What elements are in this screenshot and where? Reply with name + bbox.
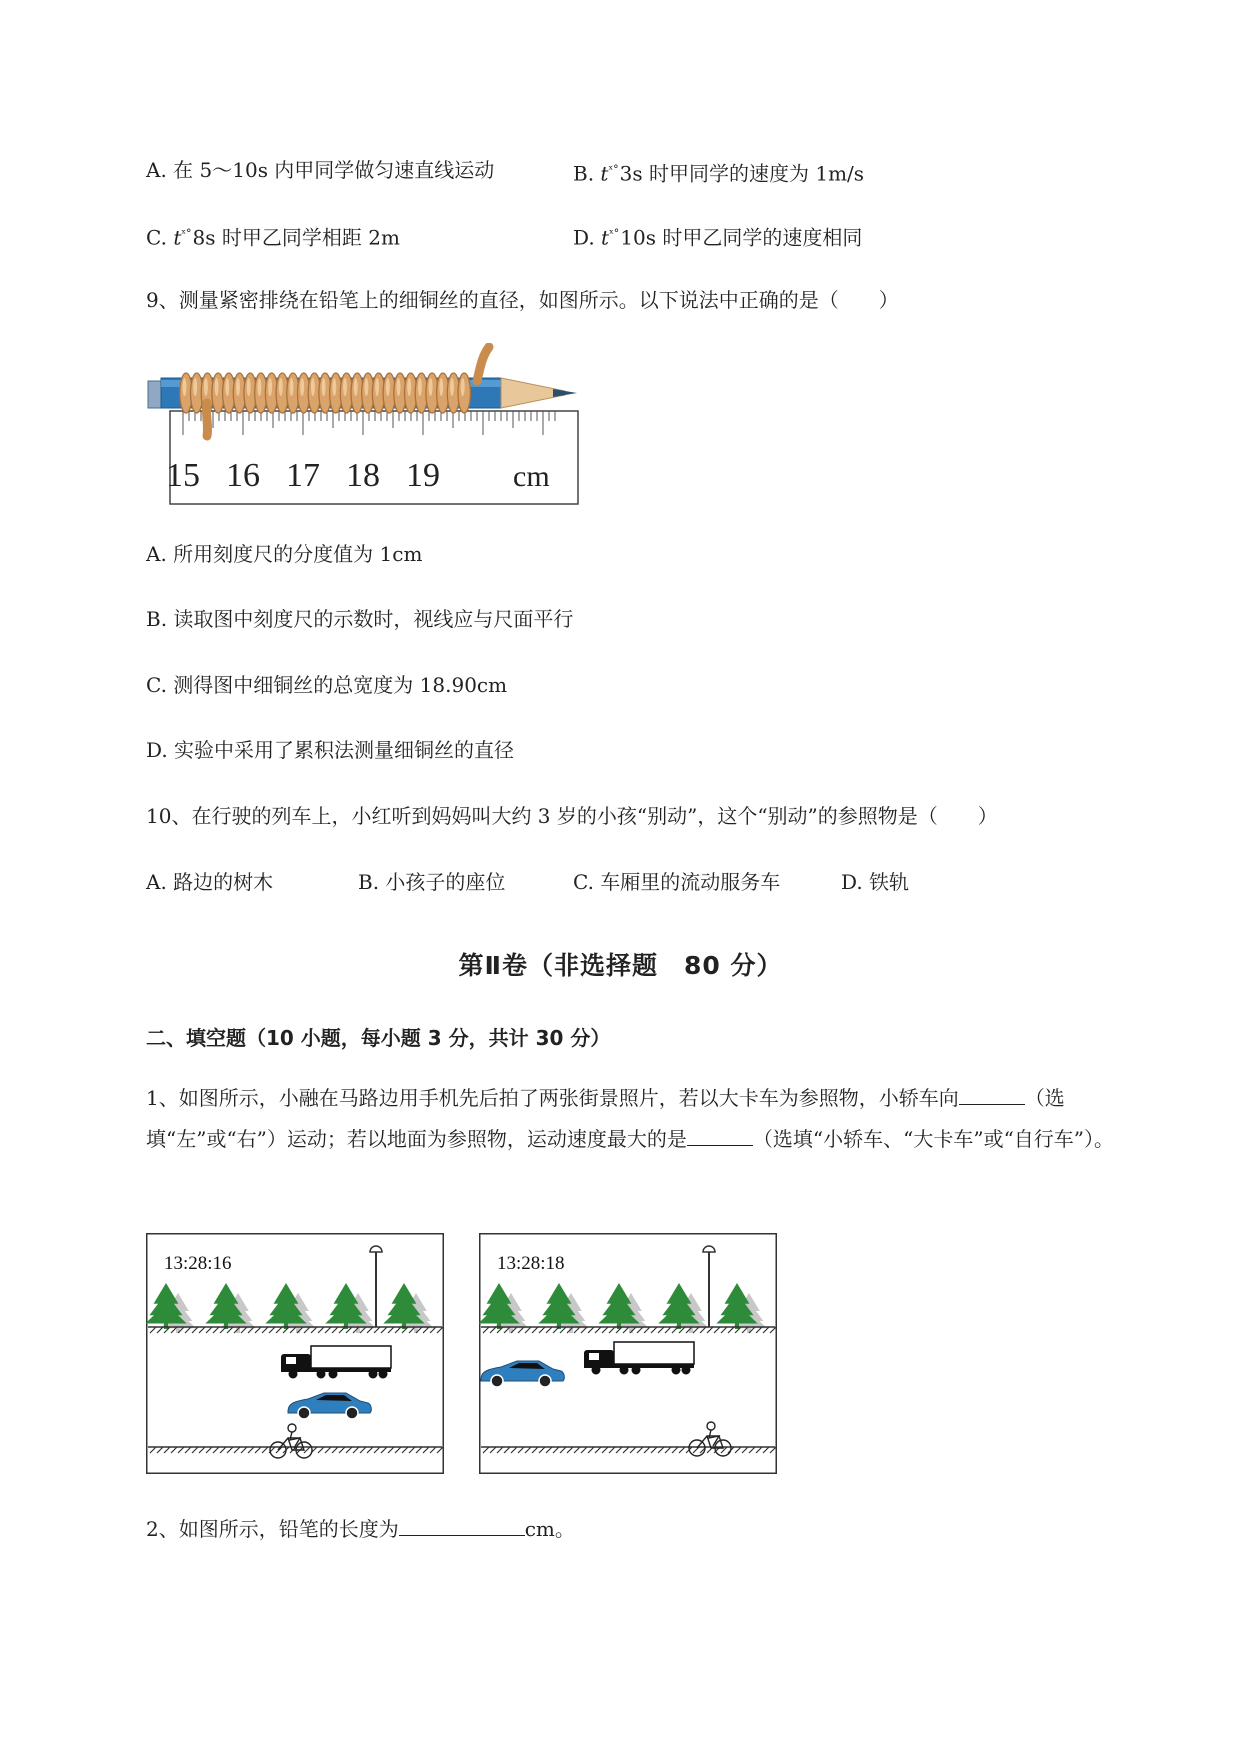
ruler-tick-label: 15: [166, 457, 200, 494]
fill2-text: [146, 1515, 575, 1543]
q8-option-b: [573, 156, 864, 188]
fill2-part1: 2、如图所示，铅笔的长度为: [146, 1517, 399, 1541]
fill2-blank[interactable]: [399, 1515, 525, 1536]
q10-option-c: C. 车厢里的流动服务车: [573, 870, 781, 894]
q9-option-d: D. 实验中采用了累积法测量细铜丝的直径: [146, 738, 515, 762]
q9-option-c: C. 测得图中细铜丝的总宽度为 18.90cm: [146, 673, 508, 697]
q9-option-b: B. 读取图中刻度尺的示数时，视线应与尺面平行: [146, 607, 574, 631]
q9-option-a: A. 所用刻度尺的分度值为 1cm: [146, 542, 423, 566]
fill1-blank-1[interactable]: [959, 1084, 1025, 1105]
q9-stem: 9、测量紧密排绕在铅笔上的细铜丝的直径，如图所示。以下说法中正确的是（ ）: [146, 288, 899, 312]
q10-stem: 10、在行驶的列车上，小红听到妈妈叫大约 3 岁的小孩“别动”，这个“别动”的参照物是（ ）: [146, 804, 998, 828]
street-photo-2: [479, 1233, 777, 1474]
copper-coil: [458, 373, 470, 413]
q8-option-b-var: t: [600, 161, 609, 186]
pencil-lead: [553, 389, 577, 397]
q8-option-c-text: 8s 时甲乙同学相距 2m: [192, 225, 400, 250]
q8-option-c-sym: ˣ°: [181, 227, 192, 240]
fill1-blank-2[interactable]: [687, 1125, 753, 1146]
q8-option-a: A. 在 5～10s 内甲同学做匀速直线运动: [146, 158, 495, 182]
q8-option-c-prefix: C.: [146, 225, 167, 250]
section-title: 第Ⅱ卷（非选择题 80 分）: [458, 951, 783, 980]
photo1-timestamp: 13:28:16: [164, 1253, 232, 1274]
fill1-part2: （选填“左”或“右”）运动；若以地面为参照物，运动速度最大的是: [146, 1086, 1065, 1151]
q8-option-c: [146, 220, 400, 252]
q8-option-c-var: t: [173, 225, 182, 250]
copper-wire-end-bottom: [206, 403, 207, 436]
q8-option-d: [573, 220, 862, 252]
copper-wire-end-top: [477, 347, 489, 381]
ruler-tick-label: 19: [406, 457, 440, 494]
q10-option-a: A. 路边的树木: [146, 870, 274, 894]
pencil-ruler-figure: [145, 343, 585, 508]
q10-option-b: B. 小孩子的座位: [358, 870, 506, 894]
street-photo-1: [146, 1233, 444, 1474]
q8-option-d-var: t: [601, 225, 610, 250]
q8-option-d-sym: ˣ°: [609, 227, 620, 240]
q8-option-d-prefix: D.: [573, 225, 595, 250]
ruler-tick-label: 17: [286, 457, 320, 494]
q8-option-b-text: 3s 时甲同学的速度为 1m/s: [619, 161, 865, 186]
q8-option-b-sym: ˣ°: [608, 163, 619, 176]
ruler-tick-label: 16: [226, 457, 260, 494]
fill2-part2: cm。: [524, 1517, 575, 1541]
ruler-unit: cm: [513, 460, 550, 493]
fill1-part3: （选填“小轿车、“大卡车”或“自行车”）。: [752, 1127, 1115, 1151]
q8-option-d-text: 10s 时甲乙同学的速度相同: [620, 225, 863, 250]
pencil-eraser-end: [148, 381, 162, 408]
fill1-part1: 1、如图所示，小融在马路边用手机先后拍了两张街景照片，若以大卡车为参照物，小轿车向: [146, 1086, 959, 1110]
q8-option-b-prefix: B.: [573, 161, 595, 186]
fill1-text: [146, 1078, 1156, 1160]
section-subtitle: 二、填空题（10 小题，每小题 3 分，共计 30 分）: [146, 1026, 611, 1050]
ruler-tick-label: 18: [346, 457, 380, 494]
q10-option-d: D. 铁轨: [841, 870, 910, 894]
photo2-timestamp: 13:28:18: [497, 1253, 565, 1274]
